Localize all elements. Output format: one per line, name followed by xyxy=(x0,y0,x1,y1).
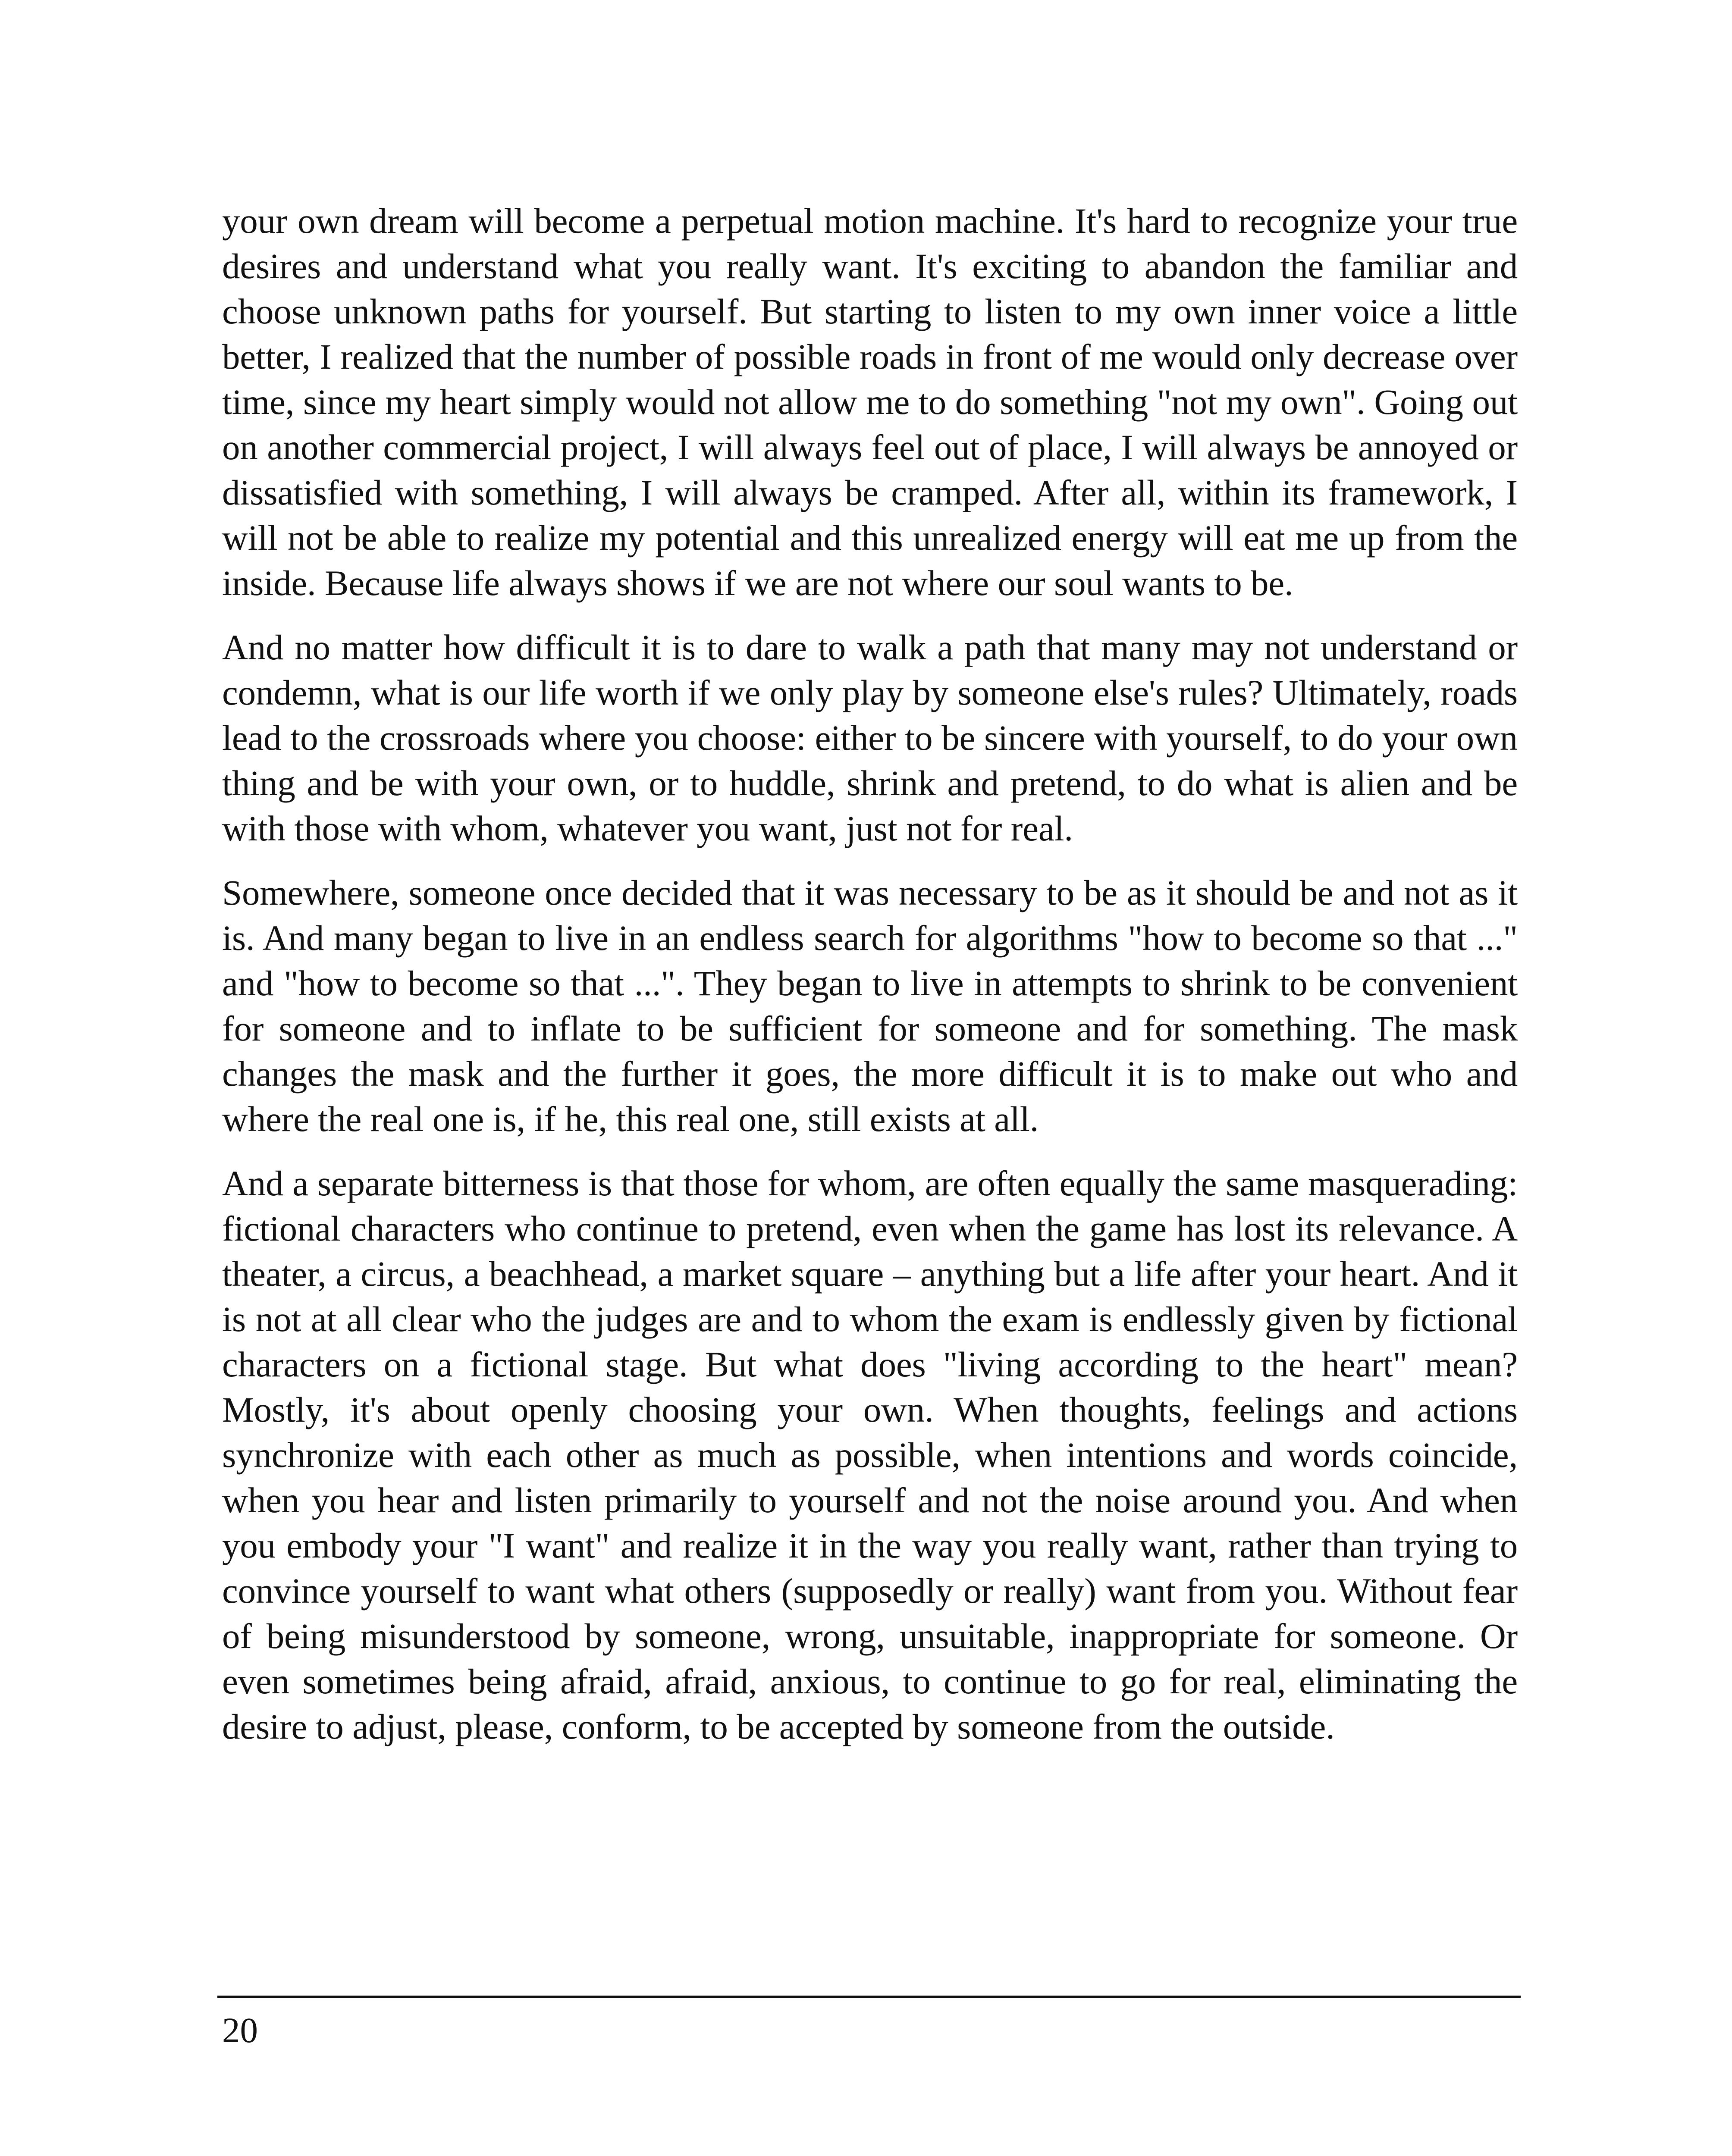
paragraph-3: Somewhere, someone once decided that it was necessary to be as it should be and not as it is. And many began to live in an endless search for algorithms "how to become so that ..." and "how to become so that ...". They began to live in attempts to shrink to be convenient for someone and to inflate to be sufficient for someone and for something. The mask changes the mask and the further it goes, the more difficult it is to make out who and where the real one is, if he, this real one, still exists at all. xyxy=(222,873,1518,1139)
page-number: 20 xyxy=(222,2010,258,2050)
paragraph-2: And no matter how difficult it is to dare to walk a path that many may not understand or condemn, what is our life worth if we only play by someone else's rules? Ultimately, roads lead to the crossroads where you choose: either to be sincere with yourself, to do your own thing and be with your own, or to huddle, shrink and pretend, to do what is alien and be with those with whom, whatever you want, just not for real. xyxy=(222,627,1518,848)
footer-divider xyxy=(217,1996,1521,1998)
page-body xyxy=(222,198,1518,1768)
paragraph-4: And a separate bitterness is that those for whom, are often equally the same masquerading: fictional characters who continue to pretend, even when the game has lost its relevance. A theater, a circus, a beachhead, a market square – anything but a life after your heart. And it is not at all clear who the judges are and to whom the exam is endlessly given by fictional characters on a fictional stage. But what does "living according to the heart" mean? Mostly, it's about openly choosing your own. When thoughts, feelings and actions synchronize with each other as much as possible, when intentions and words coincide, when you hear and listen primarily to yourself and not the noise around you. And when you embody your "I want" and realize it in the way you really want, rather than trying to convince yourself to want what others (supposedly or really) want from you. Without fear of being misunderstood by someone, wrong, unsuitable, inappropriate for someone. Or even sometimes being afraid, afraid, anxious, to continue to go for real, eliminating the desire to adjust, please, conform, to be accepted by someone from the outside. xyxy=(222,1163,1518,1746)
paragraph-1: your own dream will become a perpetual motion machine. It's hard to recognize your true desires and understand what you really want. It's exciting to abandon the familiar and choose unknown paths for yourself. But starting to listen to my own inner voice a little better, I realized that the number of possible roads in front of me would only decrease over time, since my heart simply would not allow me to do something "not my own". Going out on another commercial project, I will always feel out of place, I will always be annoyed or dissatisfied with something, I will always be cramped. After all, within its framework, I will not be able to realize my potential and this unrealized energy will eat me up from the inside. Because life always shows if we are not where our soul wants to be. xyxy=(222,201,1518,603)
